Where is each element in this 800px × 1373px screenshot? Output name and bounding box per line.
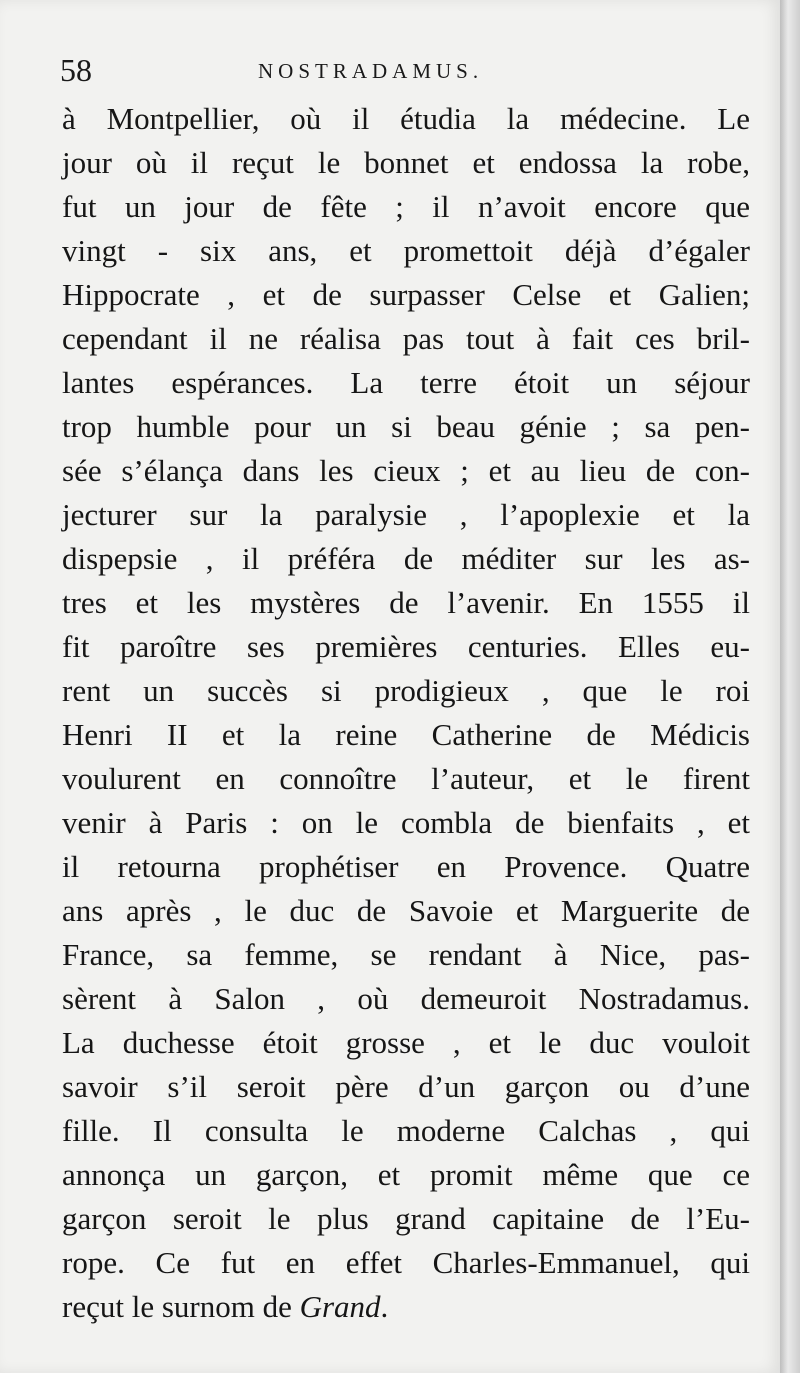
text-line: il retourna prophétiser en Provence. Quatre	[62, 849, 750, 884]
page-edge	[780, 0, 800, 1373]
text-line: à Montpellier, où il étudia la médecine. Le	[62, 101, 750, 136]
text-line: savoir s’il seroit père d’un garçon ou d’une	[62, 1069, 750, 1104]
text-line: fille. Il consulta le moderne Calchas , qui	[62, 1113, 750, 1148]
text-line: lantes espérances. La terre étoit un séjour	[62, 365, 750, 400]
text-line: Hippocrate , et de surpasser Celse et Galien;	[62, 277, 750, 312]
text-line: ans après , le duc de Savoie et Marguerite de	[62, 893, 750, 928]
text-line: garçon seroit le plus grand capitaine de l’Eu-	[62, 1201, 750, 1236]
text-line: vingt - six ans, et promettoit déjà d’égaler	[62, 233, 750, 268]
text-line: La duchesse étoit grosse , et le duc vouloit	[62, 1025, 750, 1060]
text-line: fut un jour de fête ; il n’avoit encore que	[62, 189, 750, 224]
text-line: annonça un garçon, et promit même que ce	[62, 1157, 750, 1192]
text-line: voulurent en connoître l’auteur, et le firent	[62, 761, 750, 796]
text-line: cependant il ne réalisa pas tout à fait ces bril-	[62, 321, 750, 356]
text-line: Henri II et la reine Catherine de Médicis	[62, 717, 750, 752]
text-line: jecturer sur la paralysie , l’apoplexie et la	[62, 497, 750, 532]
running-title: NOSTRADAMUS.	[258, 59, 484, 83]
page-header	[60, 50, 620, 90]
text-line: tres et les mystères de l’avenir. En 1555 il	[62, 585, 750, 620]
text-line: venir à Paris : on le combla de bienfaits , et	[62, 805, 750, 840]
text-line: fit paroître ses premières centuries. Elles eu-	[62, 629, 750, 664]
text-line: sèrent à Salon , où demeuroit Nostradamus.	[62, 981, 750, 1016]
text-line: jour où il reçut le bonnet et endossa la robe,	[62, 145, 750, 180]
text-line: dispepsie , il préféra de méditer sur les as-	[62, 541, 750, 576]
text-line: sée s’élança dans les cieux ; et au lieu de con-	[62, 453, 750, 488]
final-line-suffix: .	[380, 1289, 389, 1324]
page-number: 58	[60, 52, 92, 88]
body-text	[62, 97, 750, 1329]
text-line: France, sa femme, se rendant à Nice, pas-	[62, 937, 750, 972]
text-line: rent un succès si prodigieux , que le roi	[62, 673, 750, 708]
final-text-line	[62, 1285, 750, 1329]
final-line-prefix: reçut le surnom de	[62, 1289, 300, 1324]
italic-word-grand: Grand	[299, 1289, 381, 1324]
text-line: rope. Ce fut en effet Charles-Emmanuel, qui	[62, 1245, 750, 1280]
text-line: trop humble pour un si beau génie ; sa pen-	[62, 409, 750, 444]
